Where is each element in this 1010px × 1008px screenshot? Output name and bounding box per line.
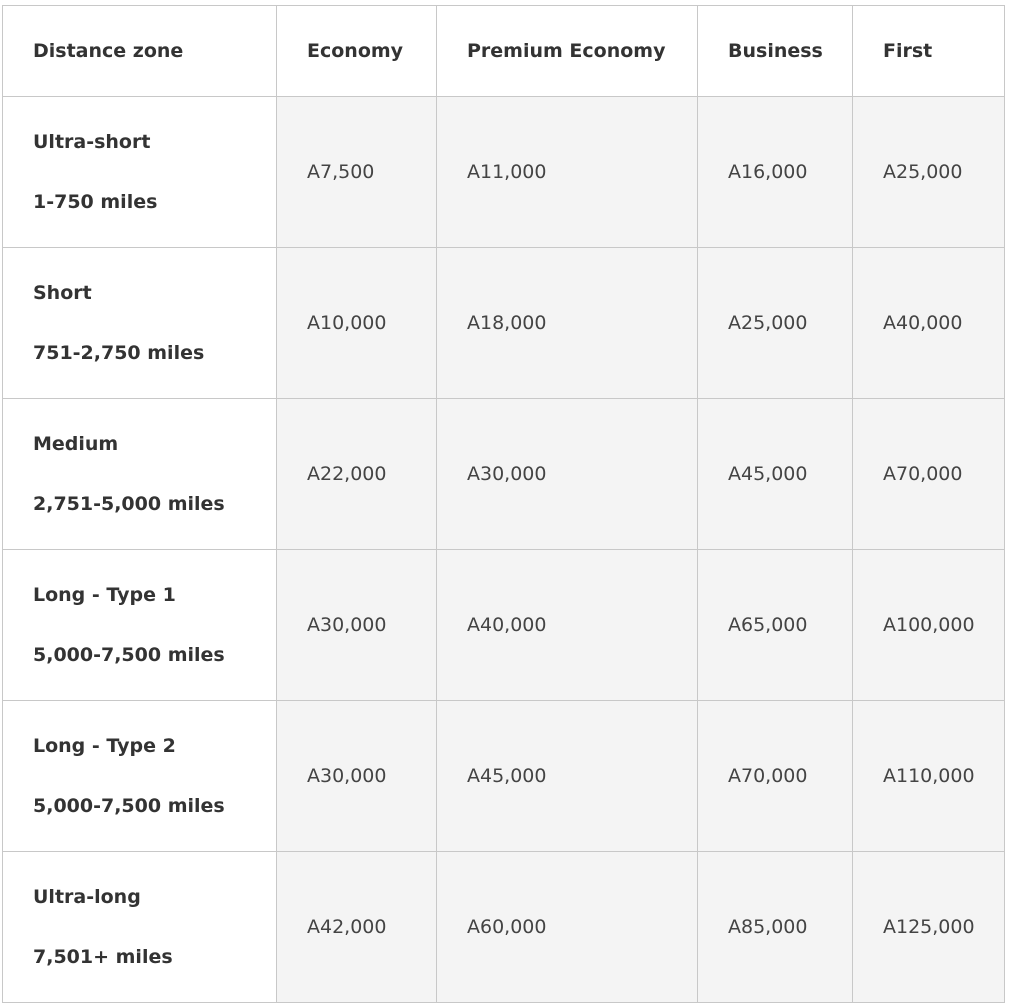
zone-range: 1-750 miles xyxy=(33,191,158,213)
first-price: A100,000 xyxy=(853,550,1005,701)
award-chart-table-wrapper xyxy=(2,5,1005,1003)
first-price: A125,000 xyxy=(853,852,1005,1003)
premium-economy-price: A45,000 xyxy=(437,701,698,852)
economy-price: A30,000 xyxy=(277,550,437,701)
first-price: A110,000 xyxy=(853,701,1005,852)
zone-name: Ultra-short xyxy=(33,131,151,153)
zone-range: 7,501+ miles xyxy=(33,946,173,968)
first-price: A70,000 xyxy=(853,399,1005,550)
zone-range: 2,751-5,000 miles xyxy=(33,493,225,515)
premium-economy-price: A11,000 xyxy=(437,97,698,248)
table-header xyxy=(3,6,1005,97)
table-body xyxy=(3,97,1005,1003)
first-price: A40,000 xyxy=(853,248,1005,399)
zone-name: Long - Type 2 xyxy=(33,735,176,757)
zone-cell xyxy=(3,399,277,550)
header-premium-economy: Premium Economy xyxy=(437,6,698,97)
zone-range: 5,000-7,500 miles xyxy=(33,644,225,666)
zone-name: Long - Type 1 xyxy=(33,584,176,606)
zone-name: Short xyxy=(33,282,92,304)
premium-economy-price: A18,000 xyxy=(437,248,698,399)
economy-price: A10,000 xyxy=(277,248,437,399)
business-price: A65,000 xyxy=(698,550,853,701)
zone-cell xyxy=(3,97,277,248)
header-business: Business xyxy=(698,6,853,97)
zone-cell xyxy=(3,852,277,1003)
business-price: A70,000 xyxy=(698,701,853,852)
table-row xyxy=(3,399,1005,550)
header-economy: Economy xyxy=(277,6,437,97)
table-row xyxy=(3,97,1005,248)
economy-price: A22,000 xyxy=(277,399,437,550)
premium-economy-price: A30,000 xyxy=(437,399,698,550)
business-price: A45,000 xyxy=(698,399,853,550)
zone-range: 5,000-7,500 miles xyxy=(33,795,225,817)
header-distance-zone: Distance zone xyxy=(3,6,277,97)
table-row xyxy=(3,852,1005,1003)
header-first: First xyxy=(853,6,1005,97)
zone-cell xyxy=(3,248,277,399)
zone-name: Medium xyxy=(33,433,119,455)
zone-cell xyxy=(3,550,277,701)
zone-name: Ultra-long xyxy=(33,886,141,908)
economy-price: A30,000 xyxy=(277,701,437,852)
business-price: A25,000 xyxy=(698,248,853,399)
table-row xyxy=(3,701,1005,852)
business-price: A85,000 xyxy=(698,852,853,1003)
award-chart-table xyxy=(2,5,1005,1003)
economy-price: A7,500 xyxy=(277,97,437,248)
header-row xyxy=(3,6,1005,97)
premium-economy-price: A40,000 xyxy=(437,550,698,701)
premium-economy-price: A60,000 xyxy=(437,852,698,1003)
table-row xyxy=(3,248,1005,399)
first-price: A25,000 xyxy=(853,97,1005,248)
zone-range: 751-2,750 miles xyxy=(33,342,205,364)
economy-price: A42,000 xyxy=(277,852,437,1003)
business-price: A16,000 xyxy=(698,97,853,248)
zone-cell xyxy=(3,701,277,852)
table-row xyxy=(3,550,1005,701)
